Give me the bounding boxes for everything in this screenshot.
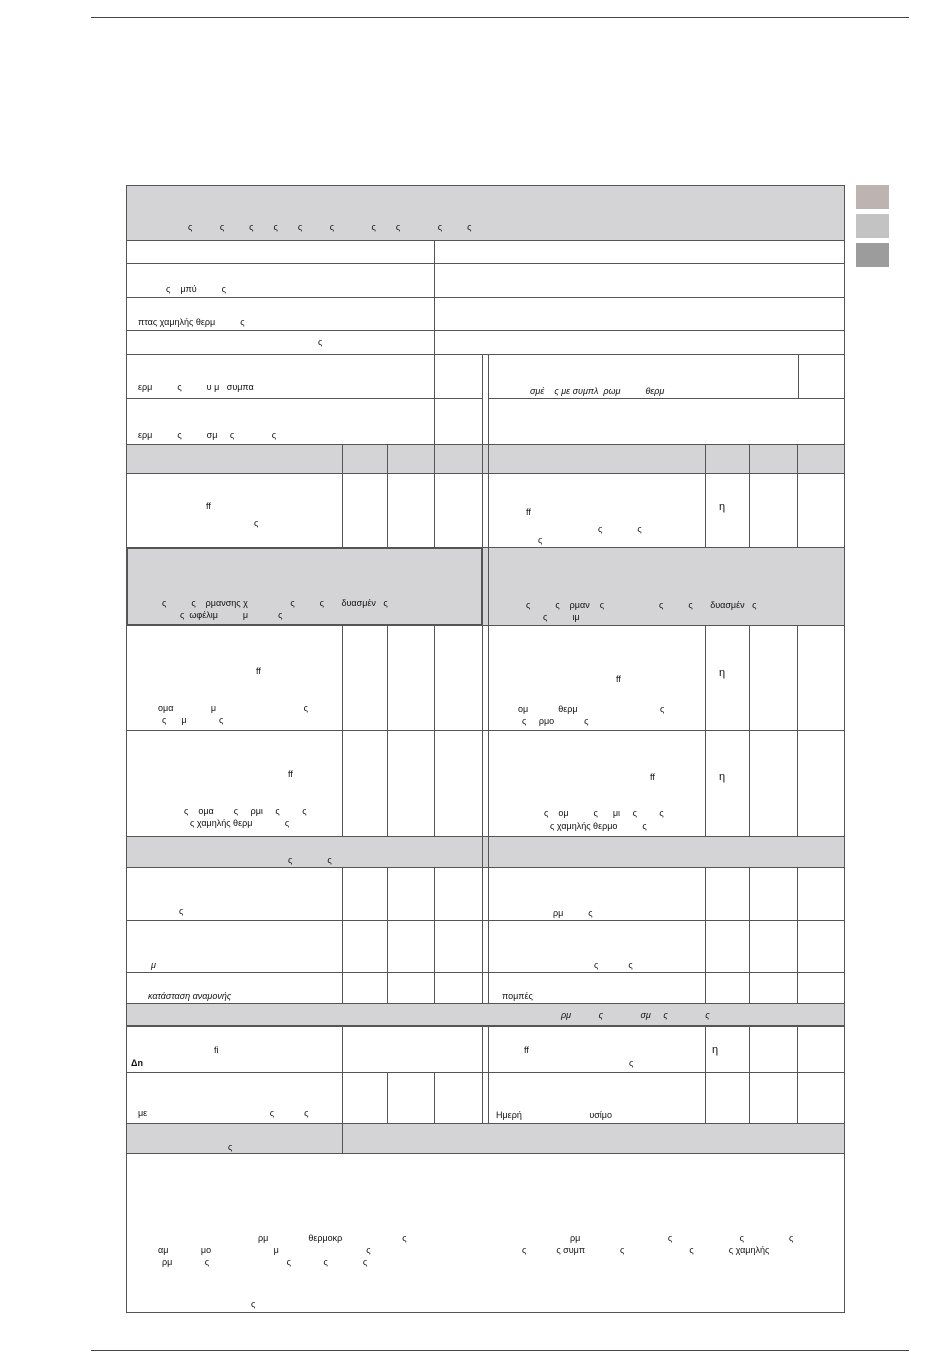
section-5-right xyxy=(342,1123,845,1154)
side-tab-1[interactable] xyxy=(856,185,889,209)
row-12-right-unit xyxy=(797,867,845,921)
notes-left-line-1: ρμ θερμοκρ ς xyxy=(258,1233,407,1243)
section-3-left-text: ς ς xyxy=(288,855,332,865)
row-10-label-a: ff xyxy=(288,769,293,779)
row-13-right-sym xyxy=(705,920,750,973)
row-3-label: πτας χαμηλής θερμ ς xyxy=(138,317,245,327)
row-8-right xyxy=(488,473,706,548)
row-13-right-val xyxy=(749,920,798,973)
row-12-left xyxy=(126,867,343,921)
row-14-sym xyxy=(342,972,388,1004)
row-8-right-unit xyxy=(797,473,845,548)
header-text: ς ς ς ς ς ς ς ς ς ς xyxy=(188,222,472,232)
row-13-val xyxy=(387,920,435,973)
row-5-right-label: σμέ ς με συμπλ ρωμ θερμ xyxy=(530,386,665,396)
col-header-val xyxy=(387,444,435,474)
row-17-val xyxy=(387,1072,435,1124)
row-10-label-c: ς χαμηλής θερμ ς xyxy=(190,818,290,828)
row-2-label: ς μπύ ς xyxy=(166,284,226,294)
col-header-right-unit xyxy=(797,444,845,474)
bottom-rule xyxy=(91,1350,909,1351)
row-9-unit xyxy=(434,625,483,731)
row-10-right-label-a: ff xyxy=(650,772,655,782)
row-17-label: με ς ς xyxy=(138,1108,309,1118)
row-12-right xyxy=(488,867,706,921)
row-10-right-unit xyxy=(797,730,845,837)
row-12-right-label: ρμ ς xyxy=(553,908,593,918)
row-10-val xyxy=(387,730,435,837)
row-8-eta: η xyxy=(719,501,726,513)
row-9-right-label-c: ς ρμο ς xyxy=(522,716,589,726)
section-2-left-text-b: ς ωφέλιμ μ ς xyxy=(180,610,283,620)
row-17-right-sym xyxy=(705,1072,750,1124)
row-16-label-b: Δn xyxy=(131,1058,143,1068)
row-13-sym xyxy=(342,920,388,973)
row-10-label-b: ς ομα ς ρμι ς ς xyxy=(184,806,307,816)
row-14-label: κατάσταση αναμονής xyxy=(148,991,232,1001)
notes-left-line-2: αμ μο μ ς xyxy=(158,1245,371,1255)
row-9-label-b: ομα μ ς xyxy=(158,703,308,713)
section-2-right-text-b: ς ιμ xyxy=(543,612,580,622)
row-9-right-unit xyxy=(797,625,845,731)
notes-left-line-4: ς xyxy=(251,1299,256,1309)
row-9-val xyxy=(387,625,435,731)
section-2-left-text-a: ς ς ρμανσης χ ς ς δυασμέν ς xyxy=(162,598,388,608)
row-17-right-val xyxy=(749,1072,798,1124)
row-16-right-val xyxy=(749,1026,798,1073)
row-12-sym xyxy=(342,867,388,921)
row-9-right-label-b: ομ θερμ ς xyxy=(518,704,665,714)
row-13-label: μ xyxy=(151,960,156,970)
row-10-eta: η xyxy=(719,771,726,783)
row-10-right-label-b: ς ομ ς μι ς ς xyxy=(544,808,664,818)
row-13-left xyxy=(126,920,343,973)
row-9-eta: η xyxy=(719,667,726,679)
row-10-right-sym xyxy=(705,730,750,837)
row-8-label-b: ς xyxy=(254,518,259,528)
row-8-left xyxy=(126,473,343,548)
row-8-right-val xyxy=(749,473,798,548)
row-16-eta: η xyxy=(712,1044,719,1056)
section-4-text: ρμ ς σμ ς ς xyxy=(561,1010,710,1020)
row-12-label: ς xyxy=(179,906,184,916)
section-5-left xyxy=(126,1123,343,1154)
row-16-label-a: fi xyxy=(214,1045,219,1055)
col-header-right-val xyxy=(749,444,798,474)
row-model-right xyxy=(434,240,845,264)
row-9-label-a: ff xyxy=(256,666,261,676)
row-10-unit xyxy=(434,730,483,837)
row-17-right-label: Ημερή υσίμο xyxy=(496,1110,613,1120)
row-5-right-check[interactable] xyxy=(798,354,845,399)
row-13-right-unit xyxy=(797,920,845,973)
section-5-left-text: ς xyxy=(228,1142,233,1152)
row-4-left xyxy=(126,330,435,355)
row-9-label-c: ς μ ς xyxy=(162,715,224,725)
col-header-left xyxy=(126,444,343,474)
col-header-right xyxy=(488,444,706,474)
row-6-right xyxy=(488,398,845,445)
row-4-label: ς xyxy=(318,337,323,347)
row-14-right-val xyxy=(749,972,798,1004)
section-2-right xyxy=(488,547,845,626)
row-9-left xyxy=(126,625,343,731)
notes-right-line-1: ρμ ς ς ς xyxy=(570,1233,794,1243)
row-8-right-label-a: ff xyxy=(526,507,531,517)
row-14-right-sym xyxy=(705,972,750,1004)
row-17-sym xyxy=(342,1072,388,1124)
row-13-unit xyxy=(434,920,483,973)
row-16-mid xyxy=(342,1026,483,1073)
row-17-right-unit xyxy=(797,1072,845,1124)
row-4-right xyxy=(434,330,845,355)
row-10-right-val xyxy=(749,730,798,837)
row-2-right xyxy=(434,263,845,298)
row-14-val xyxy=(387,972,435,1004)
row-9-sym xyxy=(342,625,388,731)
row-14-unit xyxy=(434,972,483,1004)
row-12-val xyxy=(387,867,435,921)
section-4 xyxy=(126,1003,845,1027)
row-16-right-unit xyxy=(797,1026,845,1073)
row-12-unit xyxy=(434,867,483,921)
row-16-right xyxy=(488,1026,706,1073)
row-8-right-label-c: ς xyxy=(538,535,543,545)
row-5-label: ερμ ς υ μ συμπα xyxy=(138,382,254,392)
row-6-label: ερμ ς σμ ς ς xyxy=(138,430,277,440)
row-8-right-sym xyxy=(705,473,750,548)
col-header-sym xyxy=(342,444,388,474)
row-10-right-label-c: ς χαμηλής θερμο ς xyxy=(550,821,647,831)
side-tab-3[interactable] xyxy=(856,243,889,267)
section-3-right xyxy=(488,836,845,868)
row-12-right-sym xyxy=(705,867,750,921)
row-16-left xyxy=(126,1026,343,1073)
section-2-right-text-a: ς ς ρμαν ς ς ς δυασμέν ς xyxy=(526,600,757,610)
col-header-right-sym xyxy=(705,444,750,474)
row-8-label-a: ff xyxy=(206,501,211,511)
row-16-right-label-b: ς xyxy=(629,1058,634,1068)
row-9-right xyxy=(488,625,706,731)
row-6-check[interactable] xyxy=(434,398,483,445)
notes-right-line-2: ς ς συμπ ς ς ς χαμηλής xyxy=(522,1245,770,1255)
top-rule xyxy=(91,17,909,18)
row-model-left xyxy=(126,240,435,264)
row-9-right-label-a: ff xyxy=(616,674,621,684)
row-8-right-label-b: ς ς xyxy=(598,524,642,534)
row-12-right-val xyxy=(749,867,798,921)
row-13-right-label: ς ς xyxy=(594,960,633,970)
row-9-right-val xyxy=(749,625,798,731)
row-9-right-sym xyxy=(705,625,750,731)
row-8-unit xyxy=(434,473,483,548)
row-14-right-unit xyxy=(797,972,845,1004)
row-8-val xyxy=(387,473,435,548)
row-10-sym xyxy=(342,730,388,837)
side-tab-2[interactable] xyxy=(856,214,889,238)
row-16-right-label-a: ff xyxy=(524,1045,529,1055)
row-14-right-label: πομπές xyxy=(502,991,533,1001)
row-3-right xyxy=(434,297,845,331)
row-5-check[interactable] xyxy=(434,354,483,399)
row-8-sym xyxy=(342,473,388,548)
col-header-unit xyxy=(434,444,483,474)
row-17-unit xyxy=(434,1072,483,1124)
notes-left-line-3: ρμ ς ς ς ς xyxy=(162,1257,368,1267)
